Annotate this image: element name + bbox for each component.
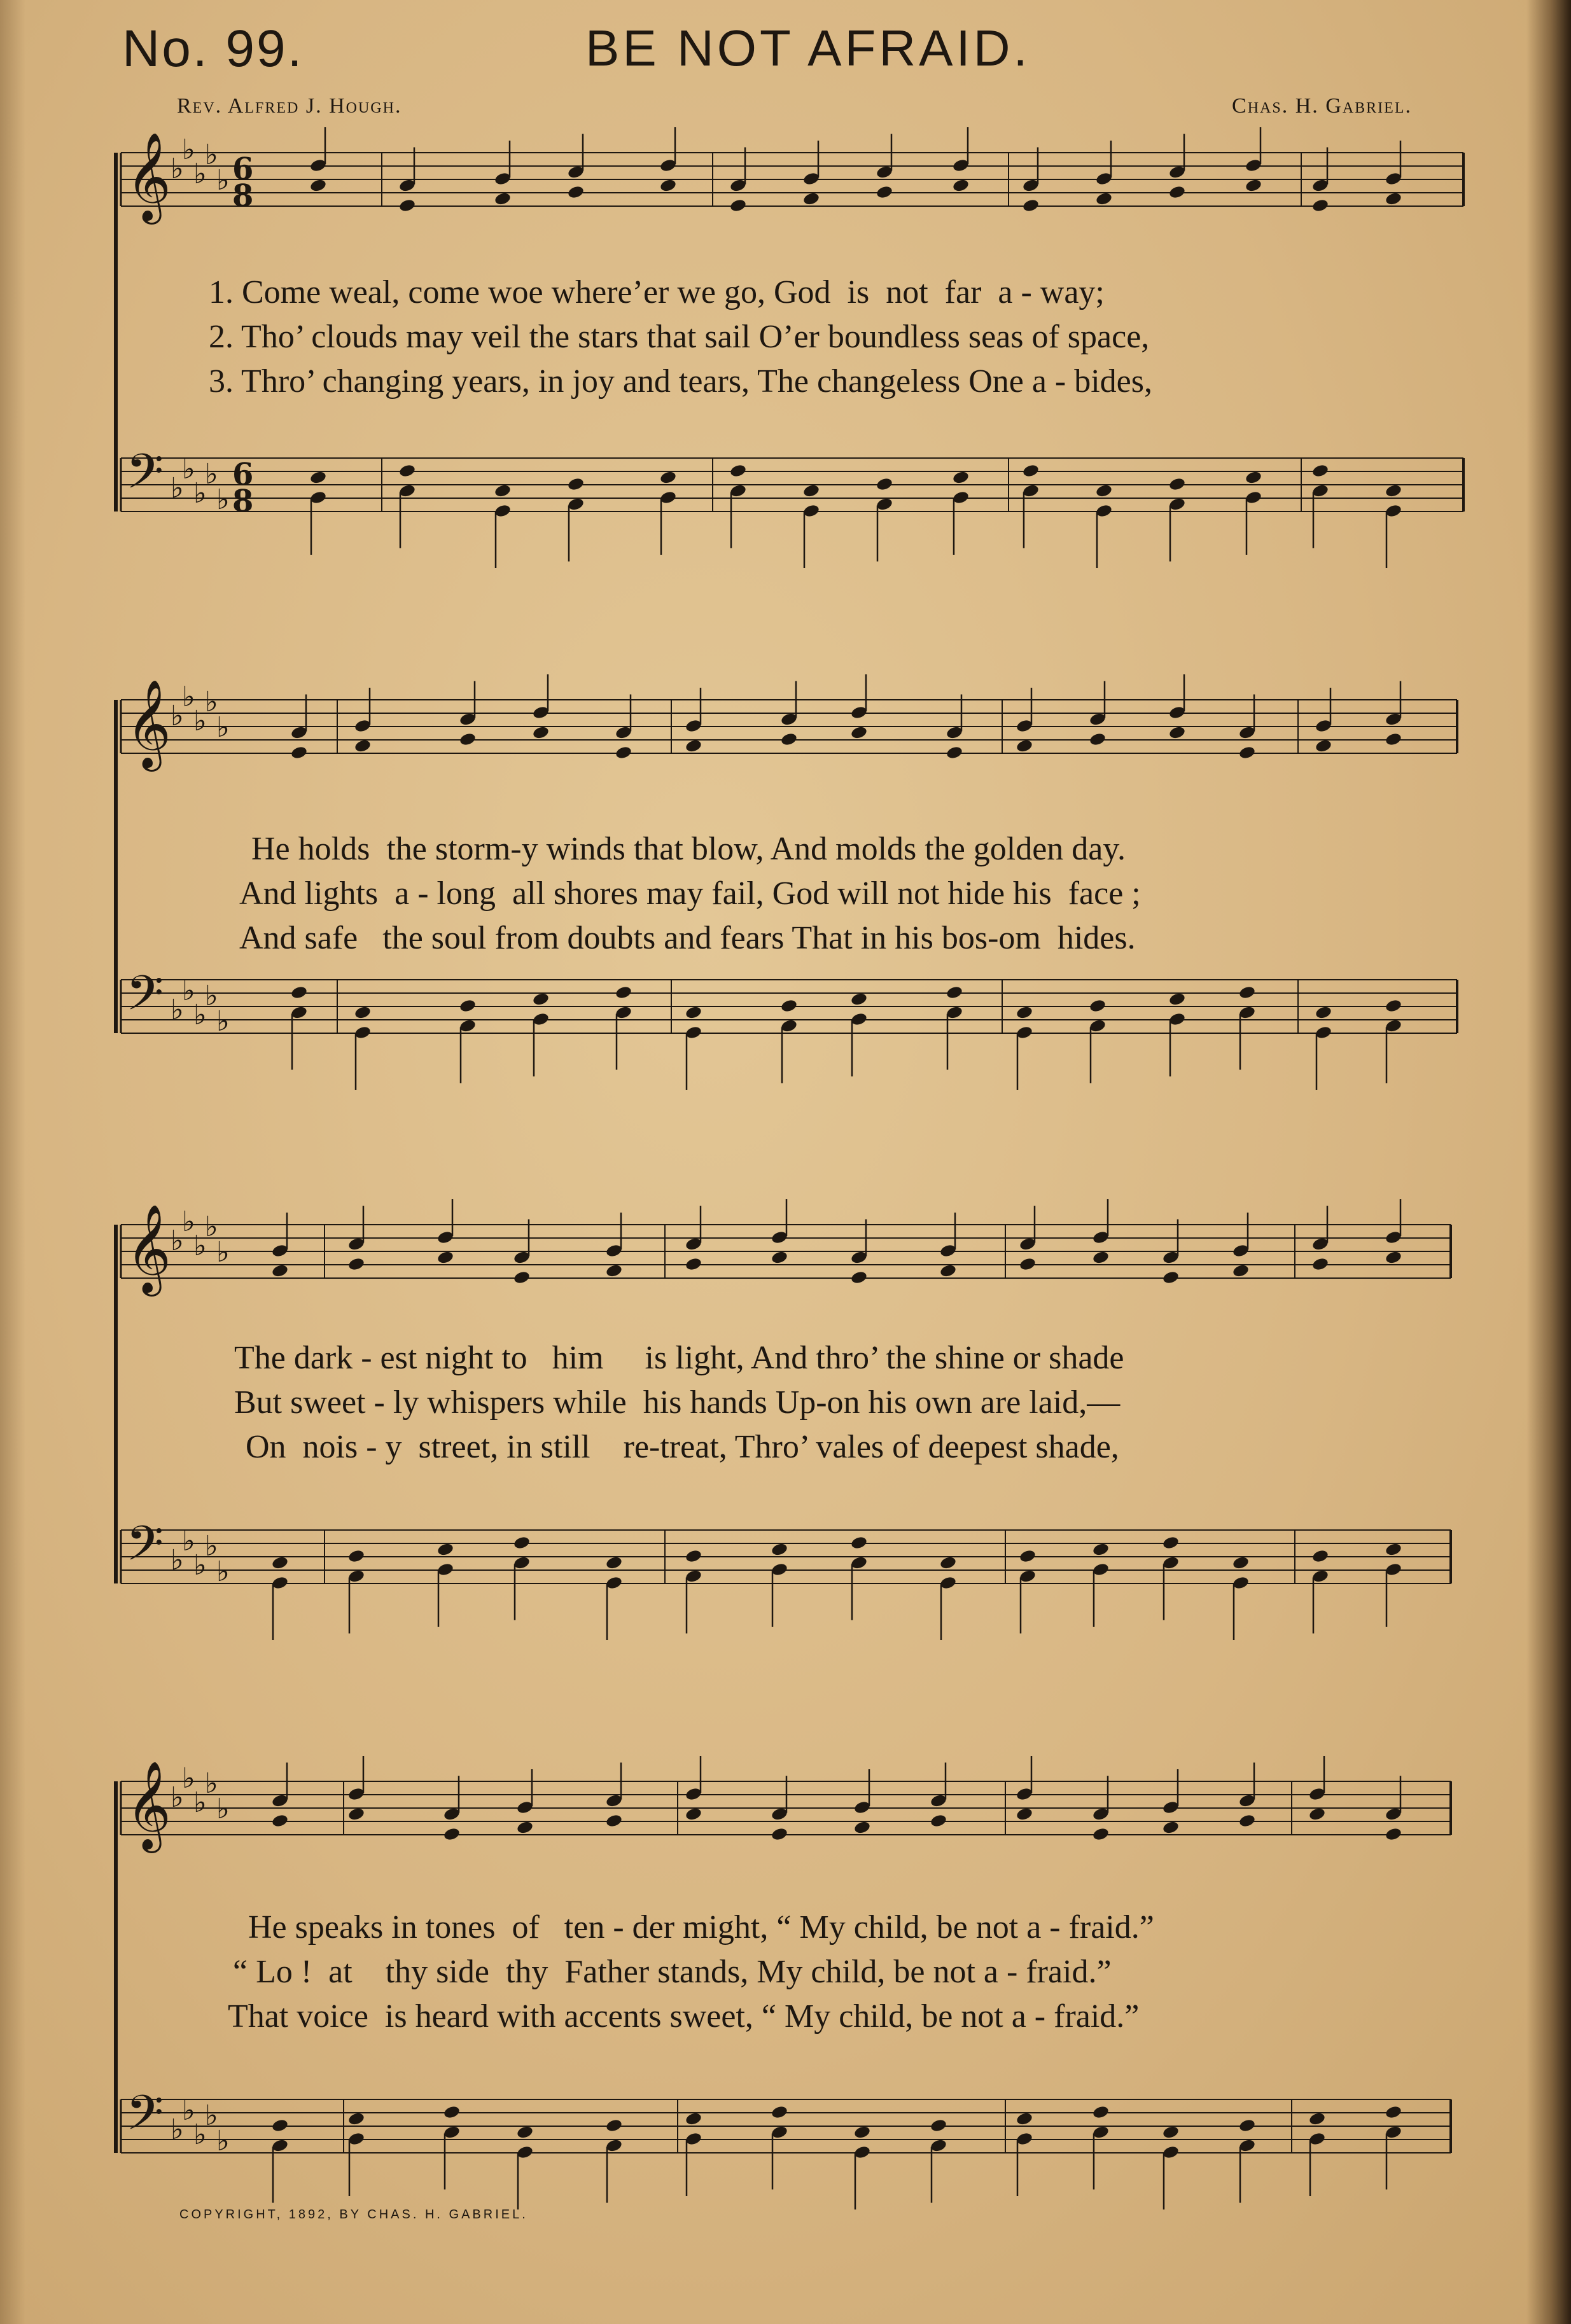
flat-icon: ♭: [171, 153, 184, 185]
notehead: [876, 477, 893, 491]
notehead: [1019, 1256, 1037, 1271]
notehead: [459, 998, 477, 1013]
notehead: [1092, 1250, 1110, 1265]
notehead: [685, 1256, 702, 1271]
notehead: [876, 184, 893, 199]
notehead: [939, 1555, 957, 1570]
notehead: [1245, 178, 1262, 193]
notehead: [685, 2112, 702, 2126]
flat-icon: ♭: [182, 681, 195, 713]
notehead: [1385, 1542, 1402, 1557]
notehead: [659, 178, 677, 193]
notehead: [1168, 184, 1186, 199]
notehead: [930, 1813, 947, 1828]
notehead: [1315, 739, 1332, 753]
notehead: [494, 191, 512, 206]
flat-icon: ♭: [171, 1225, 184, 1257]
notehead: [771, 2105, 788, 2119]
lyric-line: On nois - y street, in still re-treat, Thro’ vales of deepest shade,: [246, 1429, 1119, 1465]
notehead: [1162, 1270, 1180, 1284]
notehead: [347, 1256, 365, 1271]
treble-clef-icon: 𝄞: [126, 1761, 171, 1849]
notehead: [1385, 998, 1402, 1013]
flat-icon: ♭: [205, 2099, 218, 2132]
notehead: [1385, 2105, 1402, 2119]
notehead: [1385, 1250, 1402, 1265]
notehead: [1311, 463, 1329, 478]
time-signature-top: 6: [232, 457, 254, 492]
notehead: [513, 1535, 531, 1550]
flat-icon: ♭: [182, 134, 195, 166]
notehead: [443, 2105, 461, 2119]
flat-icon: ♭: [171, 1781, 184, 1814]
flat-icon: ♭: [171, 994, 184, 1026]
notehead: [1168, 477, 1186, 491]
notehead: [615, 745, 632, 760]
flat-icon: ♭: [216, 1793, 230, 1825]
flat-icon: ♭: [193, 705, 207, 737]
notehead: [271, 1555, 289, 1570]
notehead: [850, 1270, 868, 1284]
bass-clef-icon: 𝄢: [126, 1515, 164, 1583]
bass-clef-icon: 𝄢: [126, 443, 164, 511]
notehead: [567, 184, 585, 199]
notehead: [1308, 1807, 1326, 1821]
flat-icon: ♭: [193, 477, 207, 510]
flat-icon: ♭: [216, 1005, 230, 1038]
flat-icon: ♭: [205, 980, 218, 1012]
notehead: [853, 2125, 871, 2140]
notehead: [952, 470, 970, 485]
flat-icon: ♭: [216, 1236, 230, 1269]
flat-icon: ♭: [193, 2119, 207, 2151]
notehead: [685, 739, 702, 753]
flat-icon: ♭: [182, 1525, 195, 1557]
notehead: [685, 1005, 702, 1020]
notehead: [1238, 745, 1256, 760]
notehead: [309, 470, 327, 485]
notehead: [1311, 1548, 1329, 1563]
flat-icon: ♭: [205, 686, 218, 718]
notehead: [1232, 1555, 1250, 1570]
notehead: [354, 739, 372, 753]
notehead: [1311, 1256, 1329, 1271]
notehead: [290, 985, 308, 999]
lyrics-system-3: [127, 1336, 1463, 1470]
flat-icon: ♭: [193, 1786, 207, 1819]
notehead: [605, 2118, 623, 2133]
lyric-line: “ Lo ! at thy side thy Father stands, My child, be not a - fraid.”: [233, 1954, 1112, 1990]
notehead: [1092, 2105, 1110, 2119]
flat-icon: ♭: [171, 1544, 184, 1576]
notehead: [271, 1263, 289, 1278]
notehead: [436, 1250, 454, 1265]
notehead: [780, 732, 798, 746]
notehead: [1315, 1005, 1332, 1020]
flat-icon: ♭: [193, 999, 207, 1031]
copyright-notice: COPYRIGHT, 1892, BY CHAS. H. GABRIEL.: [179, 2208, 528, 2222]
notehead: [567, 477, 585, 491]
lyric-line: 1. Come weal, come woe where’er we go, God is not far a - way;: [209, 274, 1105, 310]
notehead: [946, 985, 963, 999]
notehead: [605, 1263, 623, 1278]
notehead: [1016, 1005, 1033, 1020]
lyric-line: And safe the soul from doubts and fears That in his bos-om hides.: [239, 920, 1136, 956]
notehead: [1022, 198, 1040, 212]
lyric-line: He speaks in tones of ten - der might, “ My child, be not a - fraid.”: [248, 1909, 1154, 1945]
notehead: [802, 484, 820, 498]
notehead: [850, 725, 868, 740]
notehead: [309, 178, 327, 193]
hymn-composer: Chas. H. Gabriel.: [1232, 94, 1412, 118]
notehead: [850, 1535, 868, 1550]
flat-icon: ♭: [193, 1549, 207, 1582]
treble-clef-icon: 𝄞: [126, 132, 171, 221]
hymn-title: BE NOT AFRAID.: [585, 20, 1031, 76]
flat-icon: ♭: [216, 484, 230, 516]
flat-icon: ♭: [193, 1230, 207, 1262]
lyric-line: That voice is heard with accents sweet, “ My child, be not a - fraid.”: [228, 1998, 1140, 2035]
notehead: [1089, 732, 1107, 746]
notehead: [1162, 1820, 1180, 1835]
notehead: [354, 1005, 372, 1020]
notehead: [853, 1820, 871, 1835]
notehead: [398, 198, 416, 212]
flat-icon: ♭: [193, 158, 207, 190]
lyric-line: But sweet - ly whispers while his hands Up-on his own are laid,—: [234, 1384, 1121, 1421]
notehead: [271, 1813, 289, 1828]
notehead: [1168, 992, 1186, 1006]
notehead: [850, 992, 868, 1006]
flat-icon: ♭: [205, 1767, 218, 1800]
hymn-number: No. 99.: [122, 20, 304, 78]
notehead: [398, 463, 416, 478]
notehead: [729, 463, 747, 478]
notehead: [605, 1813, 623, 1828]
notehead: [780, 998, 798, 1013]
notehead: [1168, 725, 1186, 740]
flat-icon: ♭: [216, 2125, 230, 2157]
notehead: [1162, 1535, 1180, 1550]
notehead: [513, 1270, 531, 1284]
notehead: [1022, 463, 1040, 478]
notehead: [771, 1826, 788, 1841]
notehead: [771, 1542, 788, 1557]
notehead: [1016, 1807, 1033, 1821]
notehead: [1385, 484, 1402, 498]
notehead: [1019, 1548, 1037, 1563]
notehead: [459, 732, 477, 746]
notehead: [1092, 1826, 1110, 1841]
flat-icon: ♭: [171, 472, 184, 504]
treble-clef-icon: 𝄞: [126, 1204, 171, 1293]
notehead: [347, 2112, 365, 2126]
notehead: [443, 1826, 461, 1841]
notehead: [1385, 191, 1402, 206]
notehead: [771, 1250, 788, 1265]
notehead: [516, 2125, 534, 2140]
notehead: [1232, 1263, 1250, 1278]
notehead: [1311, 198, 1329, 212]
notehead: [605, 1555, 623, 1570]
notehead: [347, 1807, 365, 1821]
notehead: [1238, 1813, 1256, 1828]
notehead: [532, 725, 550, 740]
lyric-line: And lights a - long all shores may fail, God will not hide his face ;: [239, 875, 1141, 912]
notehead: [1016, 739, 1033, 753]
notehead: [516, 1820, 534, 1835]
lyric-line: 2. Tho’ clouds may veil the stars that sail O’er boundless seas of space,: [209, 319, 1150, 355]
flat-icon: ♭: [205, 458, 218, 491]
notehead: [685, 1807, 702, 1821]
notehead: [1385, 732, 1402, 746]
flat-icon: ♭: [216, 164, 230, 197]
notehead: [615, 985, 632, 999]
lyrics-system-4: [127, 1905, 1463, 2039]
treble-clef-icon: 𝄞: [126, 679, 171, 768]
notehead: [494, 484, 512, 498]
time-signature-top: 6: [232, 151, 254, 187]
flat-icon: ♭: [182, 453, 195, 485]
notehead: [271, 2118, 289, 2133]
lyric-line: He holds the storm-y winds that blow, And molds the golden day.: [251, 831, 1126, 867]
notehead: [532, 992, 550, 1006]
lyrics-system-2: [127, 827, 1463, 961]
bass-clef-icon: 𝄢: [126, 965, 164, 1033]
notehead: [930, 2118, 947, 2133]
notehead: [347, 1548, 365, 1563]
flat-icon: ♭: [182, 1762, 195, 1795]
lyric-line: The dark - est night to him is light, And thro’ the shine or shade: [234, 1340, 1124, 1376]
notehead: [1095, 191, 1113, 206]
notehead: [1245, 470, 1262, 485]
notehead: [946, 745, 963, 760]
flat-icon: ♭: [216, 1555, 230, 1588]
notehead: [802, 191, 820, 206]
notehead: [1238, 2118, 1256, 2133]
notehead: [729, 198, 747, 212]
notehead: [1092, 1542, 1110, 1557]
time-signature-bottom: 8: [232, 178, 254, 214]
hymn-author: Rev. Alfred J. Hough.: [177, 94, 402, 118]
lyric-line: 3. Thro’ changing years, in joy and tears, The changeless One a - bides,: [209, 363, 1152, 400]
notehead: [436, 1542, 454, 1557]
notehead: [1162, 2125, 1180, 2140]
notehead: [952, 178, 970, 193]
notehead: [1238, 985, 1256, 999]
notehead: [1095, 484, 1113, 498]
notehead: [685, 1548, 702, 1563]
flat-icon: ♭: [205, 139, 218, 171]
flat-icon: ♭: [171, 2113, 184, 2146]
notehead: [1385, 1826, 1402, 1841]
lyrics-system-1: [127, 270, 1463, 404]
flat-icon: ♭: [171, 700, 184, 732]
bass-clef-icon: 𝄢: [126, 2085, 164, 2153]
notehead: [659, 470, 677, 485]
notehead: [1016, 2112, 1033, 2126]
notehead: [1089, 998, 1107, 1013]
notehead: [290, 745, 308, 760]
flat-icon: ♭: [205, 1211, 218, 1243]
notehead: [939, 1263, 957, 1278]
flat-icon: ♭: [182, 1206, 195, 1238]
notehead: [1308, 2112, 1326, 2126]
time-signature-bottom: 8: [232, 484, 254, 519]
flat-icon: ♭: [182, 2094, 195, 2127]
flat-icon: ♭: [182, 975, 195, 1007]
flat-icon: ♭: [205, 1530, 218, 1562]
flat-icon: ♭: [216, 711, 230, 744]
